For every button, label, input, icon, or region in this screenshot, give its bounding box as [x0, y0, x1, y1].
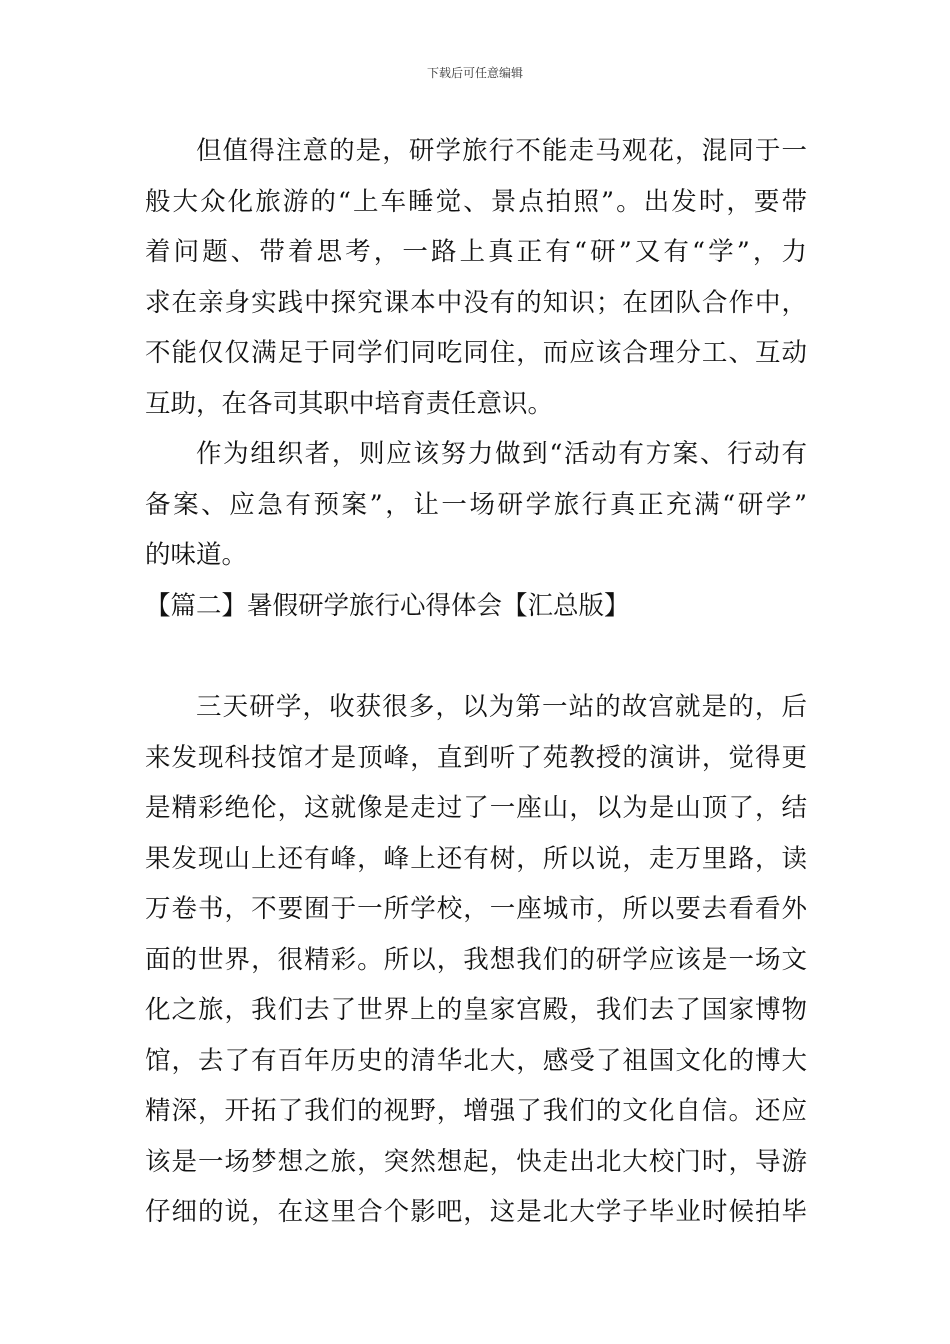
blank-line — [145, 631, 807, 682]
text-line: 求在亲身实践中探究课本中没有的知识；在团队合作中， — [145, 287, 807, 318]
text-line: 互助，在各司其职中培育责任意识。 — [145, 388, 554, 419]
text-line: 是精彩绝伦，这就像是走过了一座山，以为是山顶了，结 — [145, 793, 807, 823]
paragraph-3 — [145, 682, 807, 1238]
text-line: 但值得注意的是，研学旅行不能走马观花，混同于一 — [196, 136, 807, 166]
text-line: 备案、应急有预案”，让一场研学旅行真正充满“研学” — [145, 489, 807, 520]
document-body — [145, 126, 807, 1238]
text-line: 般大众化旅游的“上车睡觉、景点拍照”。出发时，要带 — [145, 186, 807, 217]
section-title: 【篇二】暑假研学旅行心得体会【汇总版】 — [145, 590, 630, 621]
page-header: 下载后可任意编辑 — [426, 66, 523, 80]
paragraph-2 — [145, 429, 807, 581]
text-line: 化之旅，我们去了世界上的皇家宫殿，我们去了国家博物 — [145, 995, 807, 1025]
text-line: 面的世界，很精彩。所以，我想我们的研学应该是一场文 — [145, 944, 807, 975]
text-line: 着问题、带着思考，一路上真正有“研”又有“学”，力 — [145, 237, 807, 267]
text-line: 果发现山上还有峰，峰上还有树，所以说，走万里路，读 — [145, 843, 807, 874]
text-line: 馆，去了有百年历史的清华北大，感受了祖国文化的博大 — [145, 1045, 807, 1076]
text-line: 该是一场梦想之旅，突然想起，快走出北大校门时，导游 — [145, 1146, 807, 1177]
text-line: 作为组织者，则应该努力做到“活动有方案、行动有 — [196, 439, 807, 469]
paragraph-1 — [145, 126, 807, 429]
text-line: 来发现科技馆才是顶峰，直到听了苑教授的演讲，觉得更 — [145, 742, 807, 773]
text-line: 精深，开拓了我们的视野，增强了我们的文化自信。还应 — [145, 1096, 807, 1126]
text-line: 万卷书，不要囿于一所学校，一座城市，所以要去看看外 — [145, 894, 807, 924]
text-line: 仔细的说，在这里合个影吧，这是北大学子毕业时候拍毕 — [145, 1197, 807, 1227]
text-line: 不能仅仅满足于同学们同吃同住，而应该合理分工、互动 — [145, 338, 807, 368]
text-line: 的味道。 — [145, 540, 248, 570]
text-line: 三天研学，收获很多，以为第一站的故宫就是的，后 — [196, 692, 807, 722]
